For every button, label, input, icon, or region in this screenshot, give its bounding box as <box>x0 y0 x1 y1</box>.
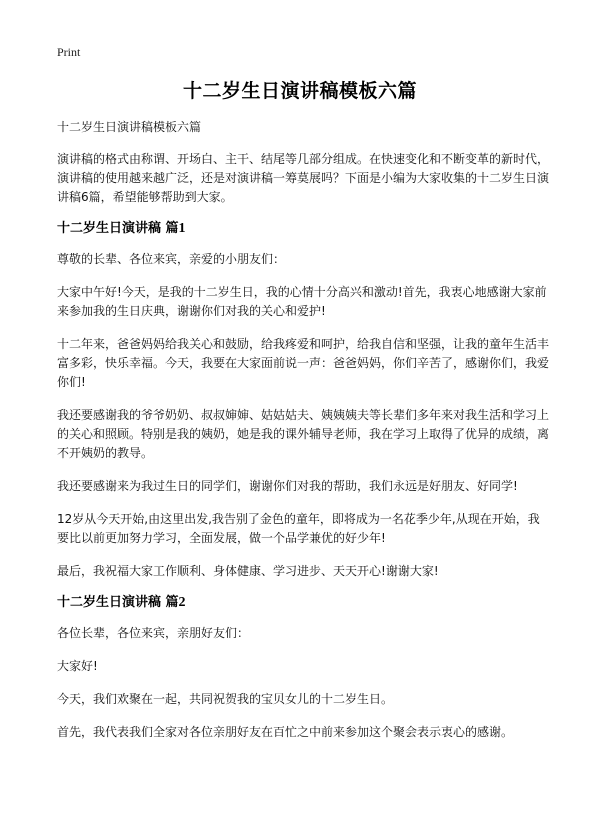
section1-paragraph: 尊敬的长辈、各位来宾，亲爱的小朋友们： <box>57 252 286 266</box>
article-body <box>57 118 550 756</box>
section1-paragraph: 12岁从今天开始,由这里出发,我告别了金色的童年，即将成为一名花季少年,从现在开始，我要比以前更加努力学习，全面发展，做一个品学兼优的好少年! <box>57 512 540 545</box>
section-heading-2 <box>57 593 550 612</box>
section1-paragraph: 我还要感谢我的爷爷奶奶、叔叔婶婶、姑姑姑夫、姨姨姨夫等长辈们多年来对我生活和学习上的关心和照顾。特别是我的姨奶，她是我的课外辅导老师，我在学习上取得了优异的成绩，离不开姨奶的教导。 <box>57 408 550 460</box>
section1-paragraph: 大家中午好!今天，是我的十二岁生日，我的心情十分高兴和激动!首先，我衷心地感谢大家前来参加我的生日庆典，谢谢你们对我的关心和爱护! <box>57 285 547 318</box>
section1-paragraph: 我还要感谢来为我过生日的同学们，谢谢你们对我的帮助，我们永远是好朋友、好同学! <box>57 479 518 493</box>
section2-paragraph: 首先，我代表我们全家对各位亲朋好友在百忙之中前来参加这个聚会表示衷心的感谢。 <box>57 725 514 739</box>
page-title: 十二岁生日演讲稿模板六篇 <box>182 80 417 102</box>
print-link[interactable]: Print <box>57 45 81 59</box>
section-heading-1-number: 1 <box>178 221 186 236</box>
section2-paragraph: 大家好! <box>57 659 98 673</box>
intro-subtitle: 十二岁生日演讲稿模板六篇 <box>57 120 202 134</box>
section-heading-2-number: 2 <box>178 595 186 610</box>
section1-paragraph: 最后，我祝福大家工作顺利、身体健康、学习进步、天天开心!谢谢大家! <box>57 564 439 578</box>
section2-paragraph: 各位长辈，各位来宾，亲朋好友们： <box>57 626 250 640</box>
section-heading-1-text: 十二岁生日演讲稿 篇 <box>57 221 179 236</box>
section1-paragraph: 十二年来，爸爸妈妈给我关心和鼓励，给我疼爱和呵护，给我自信和坚强，让我的童年生活丰富多彩，快乐幸福。今天，我要在大家面前说一声：爸爸妈妈，你们辛苦了，感谢你们，我爱你们! <box>57 337 550 389</box>
section2-paragraph: 今天，我们欢聚在一起，共同祝贺我的宝贝女儿的十二岁生日。 <box>57 692 394 706</box>
section-heading-2-text: 十二岁生日演讲稿 篇 <box>57 595 179 610</box>
intro-paragraph: 演讲稿的格式由称谓、开场白、主干、结尾等几部分组成。在快速变化和不断变革的新时代，演讲稿的使用越来越广泛，还是对演讲稿一筹莫展吗？下面是小编为大家收集的十二岁生日演讲稿6篇，希望能够帮助到大家。 <box>57 152 550 204</box>
section-heading-1 <box>57 219 550 238</box>
